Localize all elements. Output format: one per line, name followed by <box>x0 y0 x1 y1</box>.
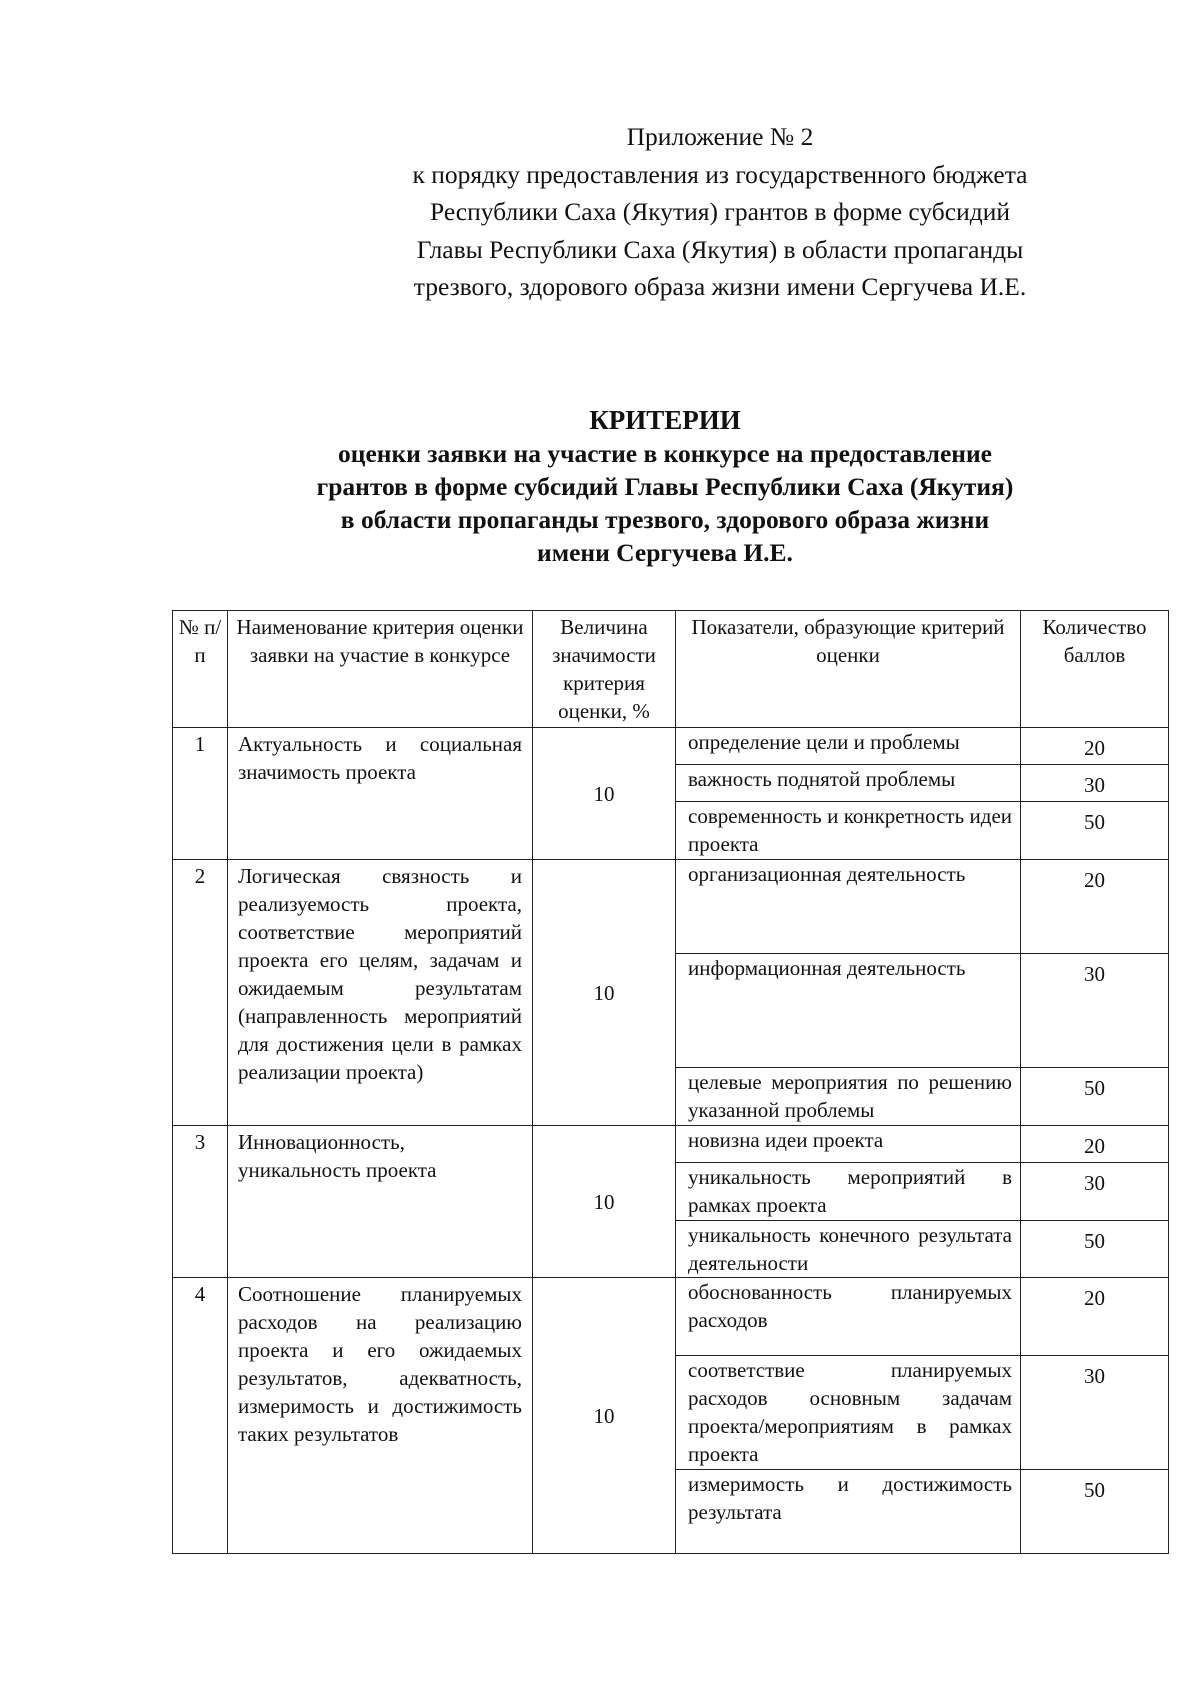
appendix-line: Главы Республики Саха (Якутия) в области пропаганды <box>416 234 1024 264</box>
indicator: современность и конкретность идеи проекта <box>676 802 1021 860</box>
criterion-weight: 10 <box>533 1278 676 1554</box>
document-heading <box>160 403 1170 569</box>
indicator: информационная деятельность <box>676 954 1021 1068</box>
table-header-row <box>173 611 1169 728</box>
indicator: определение цели и проблемы <box>676 728 1021 765</box>
criterion-weight: 10 <box>533 860 676 1126</box>
indicator-points: 50 <box>1021 1068 1169 1126</box>
indicator-points: 50 <box>1021 1470 1169 1554</box>
indicator: организационная деятельность <box>676 860 1021 954</box>
criterion-weight: 10 <box>533 1126 676 1278</box>
table-row <box>173 1126 1169 1163</box>
indicator-points: 30 <box>1021 1356 1169 1470</box>
heading-line: грантов в форме субсидий Главы Республики Саха (Якутия) <box>316 472 1014 501</box>
indicator: уникальность мероприятий в рамках проекта <box>676 1163 1021 1221</box>
indicator: соответствие планируемых расходов основным задачам проекта/мероприятиям в рамках проекта <box>676 1356 1021 1470</box>
criterion-name: Актуальность и социальная значимость проекта <box>228 728 533 860</box>
indicator: уникальность конечного результата деятельности <box>676 1221 1021 1278</box>
indicator-points: 20 <box>1021 1126 1169 1163</box>
indicator-points: 50 <box>1021 1221 1169 1278</box>
indicator: измеримость и достижимость результата <box>676 1470 1021 1554</box>
indicator-points: 30 <box>1021 1163 1169 1221</box>
appendix-title: Приложение № 2 <box>626 122 814 151</box>
criterion-name: Соотношение планируемых расходов на реализацию проекта и его ожидаемых результатов, адекватность, измеримость и достижимость таких результатов <box>228 1278 533 1554</box>
indicator: обоснованность планируемых расходов <box>676 1278 1021 1356</box>
heading-line: в области пропаганды трезвого, здорового образа жизни <box>340 505 990 534</box>
appendix-line: Республики Саха (Якутия) грантов в форме субсидий <box>429 197 1011 226</box>
indicator: целевые мероприятия по решению указанной проблемы <box>676 1068 1021 1126</box>
indicator-points: 50 <box>1021 802 1169 860</box>
table-row <box>173 1278 1169 1356</box>
header-weight: Величина значимости критерия оценки, % <box>533 611 676 728</box>
indicator-points: 30 <box>1021 954 1169 1068</box>
table-row <box>173 860 1169 954</box>
criterion-num: 2 <box>173 860 228 1126</box>
heading-line: оценки заявки на участие в конкурсе на предоставление <box>338 439 992 468</box>
indicator: важность поднятой проблемы <box>676 765 1021 802</box>
heading-line: имени Сергучева И.Е. <box>537 538 793 567</box>
indicator-points: 20 <box>1021 1278 1169 1356</box>
indicator-points: 20 <box>1021 728 1169 765</box>
indicator-points: 20 <box>1021 860 1169 954</box>
criterion-weight: 10 <box>533 728 676 860</box>
header-name: Наименование критерия оценки заявки на участие в конкурсе <box>228 611 533 728</box>
header-num: № п/п <box>173 611 228 728</box>
criteria-table <box>172 610 1169 1554</box>
appendix-block <box>375 118 1065 306</box>
table-row <box>173 728 1169 765</box>
header-points: Количество баллов <box>1021 611 1169 728</box>
heading-title: КРИТЕРИИ <box>589 405 741 435</box>
criterion-num: 3 <box>173 1126 228 1278</box>
appendix-line: к порядку предоставления из государственного бюджета <box>412 159 1028 189</box>
criterion-name: Инновационность, уникальность проекта <box>228 1126 533 1278</box>
appendix-line: трезвого, здорового образа жизни имени Сергучева И.Е. <box>413 272 1027 301</box>
indicator: новизна идеи проекта <box>676 1126 1021 1163</box>
header-indicators: Показатели, образующие критерий оценки <box>676 611 1021 728</box>
criterion-name: Логическая связность и реализуемость проекта, соответствие мероприятий проекта его целям, задачам и ожидаемым результатам (направленность мероприятий для достижения цели в рамках реализации проекта) <box>228 860 533 1126</box>
indicator-points: 30 <box>1021 765 1169 802</box>
criterion-num: 1 <box>173 728 228 860</box>
criterion-num: 4 <box>173 1278 228 1554</box>
